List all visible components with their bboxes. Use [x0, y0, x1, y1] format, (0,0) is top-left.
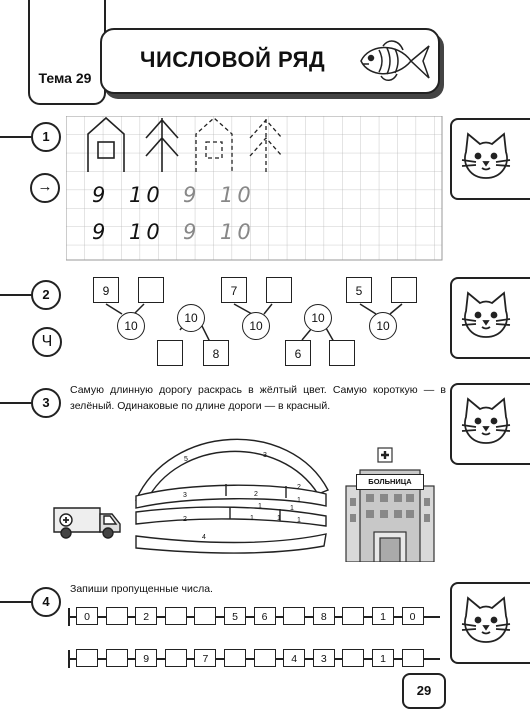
cat-face-icon — [460, 130, 512, 182]
task-number-4: 4 — [31, 587, 61, 617]
sequence-blank-cell[interactable] — [342, 607, 364, 625]
road-label: 1 — [250, 515, 254, 522]
sequence-number-cell: 1 — [372, 649, 394, 667]
sequence-blank-cell[interactable] — [165, 649, 187, 667]
sequence-blank-cell[interactable] — [224, 649, 246, 667]
sequence-blank-cell[interactable] — [342, 649, 364, 667]
page-number: 29 — [402, 673, 446, 709]
hospital-sign: БОЛЬНИЦА — [356, 474, 424, 490]
sequence-blank-cell[interactable] — [76, 649, 98, 667]
task-4-text: Запиши пропущенные числа. — [70, 583, 213, 595]
sum-circle: 10 — [242, 312, 270, 340]
answer-box[interactable] — [266, 277, 292, 303]
sequence-number-cell: 8 — [313, 607, 335, 625]
sum-circle: 10 — [369, 312, 397, 340]
cat-face-icon — [460, 289, 512, 341]
sum-circle: 10 — [177, 304, 205, 332]
road-label: 3 — [183, 492, 187, 499]
sequence-number-cell: 6 — [254, 607, 276, 625]
number-box: 8 — [203, 340, 229, 366]
sequence-number-cell: 9 — [135, 649, 157, 667]
digit-10: 10 — [129, 220, 164, 244]
answer-box[interactable] — [329, 340, 355, 366]
ambulance-icon — [52, 500, 124, 542]
number-line-start — [68, 608, 70, 626]
digit-9-dotted: 9 — [183, 183, 197, 207]
sequence-number-cell: 0 — [402, 607, 424, 625]
fish-icon — [355, 36, 433, 86]
digit-9: 9 — [92, 183, 106, 207]
sequence-blank-cell[interactable] — [106, 607, 128, 625]
sequence-blank-cell[interactable] — [283, 607, 305, 625]
answer-box[interactable] — [391, 277, 417, 303]
road-label: 4 — [202, 534, 206, 541]
road-label: 2 — [254, 491, 258, 498]
sequence-number-cell: 3 — [313, 649, 335, 667]
answer-box[interactable] — [157, 340, 183, 366]
arrow-right-icon: → — [30, 173, 60, 203]
grid-area — [66, 116, 444, 262]
topic-tab — [28, 0, 106, 105]
road-label: 5 — [184, 456, 188, 463]
cat-face-icon — [460, 594, 512, 646]
sum-circle: 10 — [117, 312, 145, 340]
task-number-1: 1 — [31, 122, 61, 152]
road-label: 2 — [183, 516, 187, 523]
sequence-blank-cell[interactable] — [194, 607, 216, 625]
sequence-number-cell: 1 — [372, 607, 394, 625]
road-label: 2 — [297, 484, 301, 491]
answer-box[interactable] — [138, 277, 164, 303]
task-number-3: 3 — [31, 388, 61, 418]
digit-9: 9 — [92, 220, 106, 244]
cat-face-icon — [460, 395, 512, 447]
sequence-number-cell: 5 — [224, 607, 246, 625]
digit-10-dotted: 10 — [220, 183, 255, 207]
hospital-building-icon — [340, 446, 440, 562]
number-box: 5 — [346, 277, 372, 303]
sequence-number-cell: 7 — [194, 649, 216, 667]
sequence-number-cell: 2 — [135, 607, 157, 625]
task-3-text: Самую длинную дорогу раскрась в жёлтый цвет. Самую короткую — в зелёный. Одинаковые по длине дороги — в красный. — [70, 384, 446, 412]
sequence-number-cell: 4 — [283, 649, 305, 667]
letter-marker: Ч — [32, 327, 62, 357]
number-line-start — [68, 650, 70, 668]
road-label: 1 — [297, 497, 301, 504]
road-label: 1 — [258, 503, 262, 510]
roads-illustration — [130, 428, 330, 558]
sequence-number-cell: 0 — [76, 607, 98, 625]
road-label: 1 — [297, 517, 301, 524]
page-title: ЧИСЛОВОЙ РЯД — [140, 47, 326, 72]
digit-10: 10 — [129, 183, 164, 207]
task-number-2: 2 — [31, 280, 61, 310]
sequence-blank-cell[interactable] — [165, 607, 187, 625]
digit-9-dotted: 9 — [183, 220, 197, 244]
digit-10-dotted: 10 — [220, 220, 255, 244]
road-label: 1 — [290, 505, 294, 512]
number-box: 9 — [93, 277, 119, 303]
road-label: 1 — [277, 515, 281, 522]
sequence-blank-cell[interactable] — [254, 649, 276, 667]
number-box: 7 — [221, 277, 247, 303]
number-box: 6 — [285, 340, 311, 366]
road-label: 3 — [263, 452, 267, 459]
sequence-blank-cell[interactable] — [106, 649, 128, 667]
sum-circle: 10 — [304, 304, 332, 332]
sequence-blank-cell[interactable] — [402, 649, 424, 667]
topic-label: Тема 29 — [38, 70, 92, 86]
